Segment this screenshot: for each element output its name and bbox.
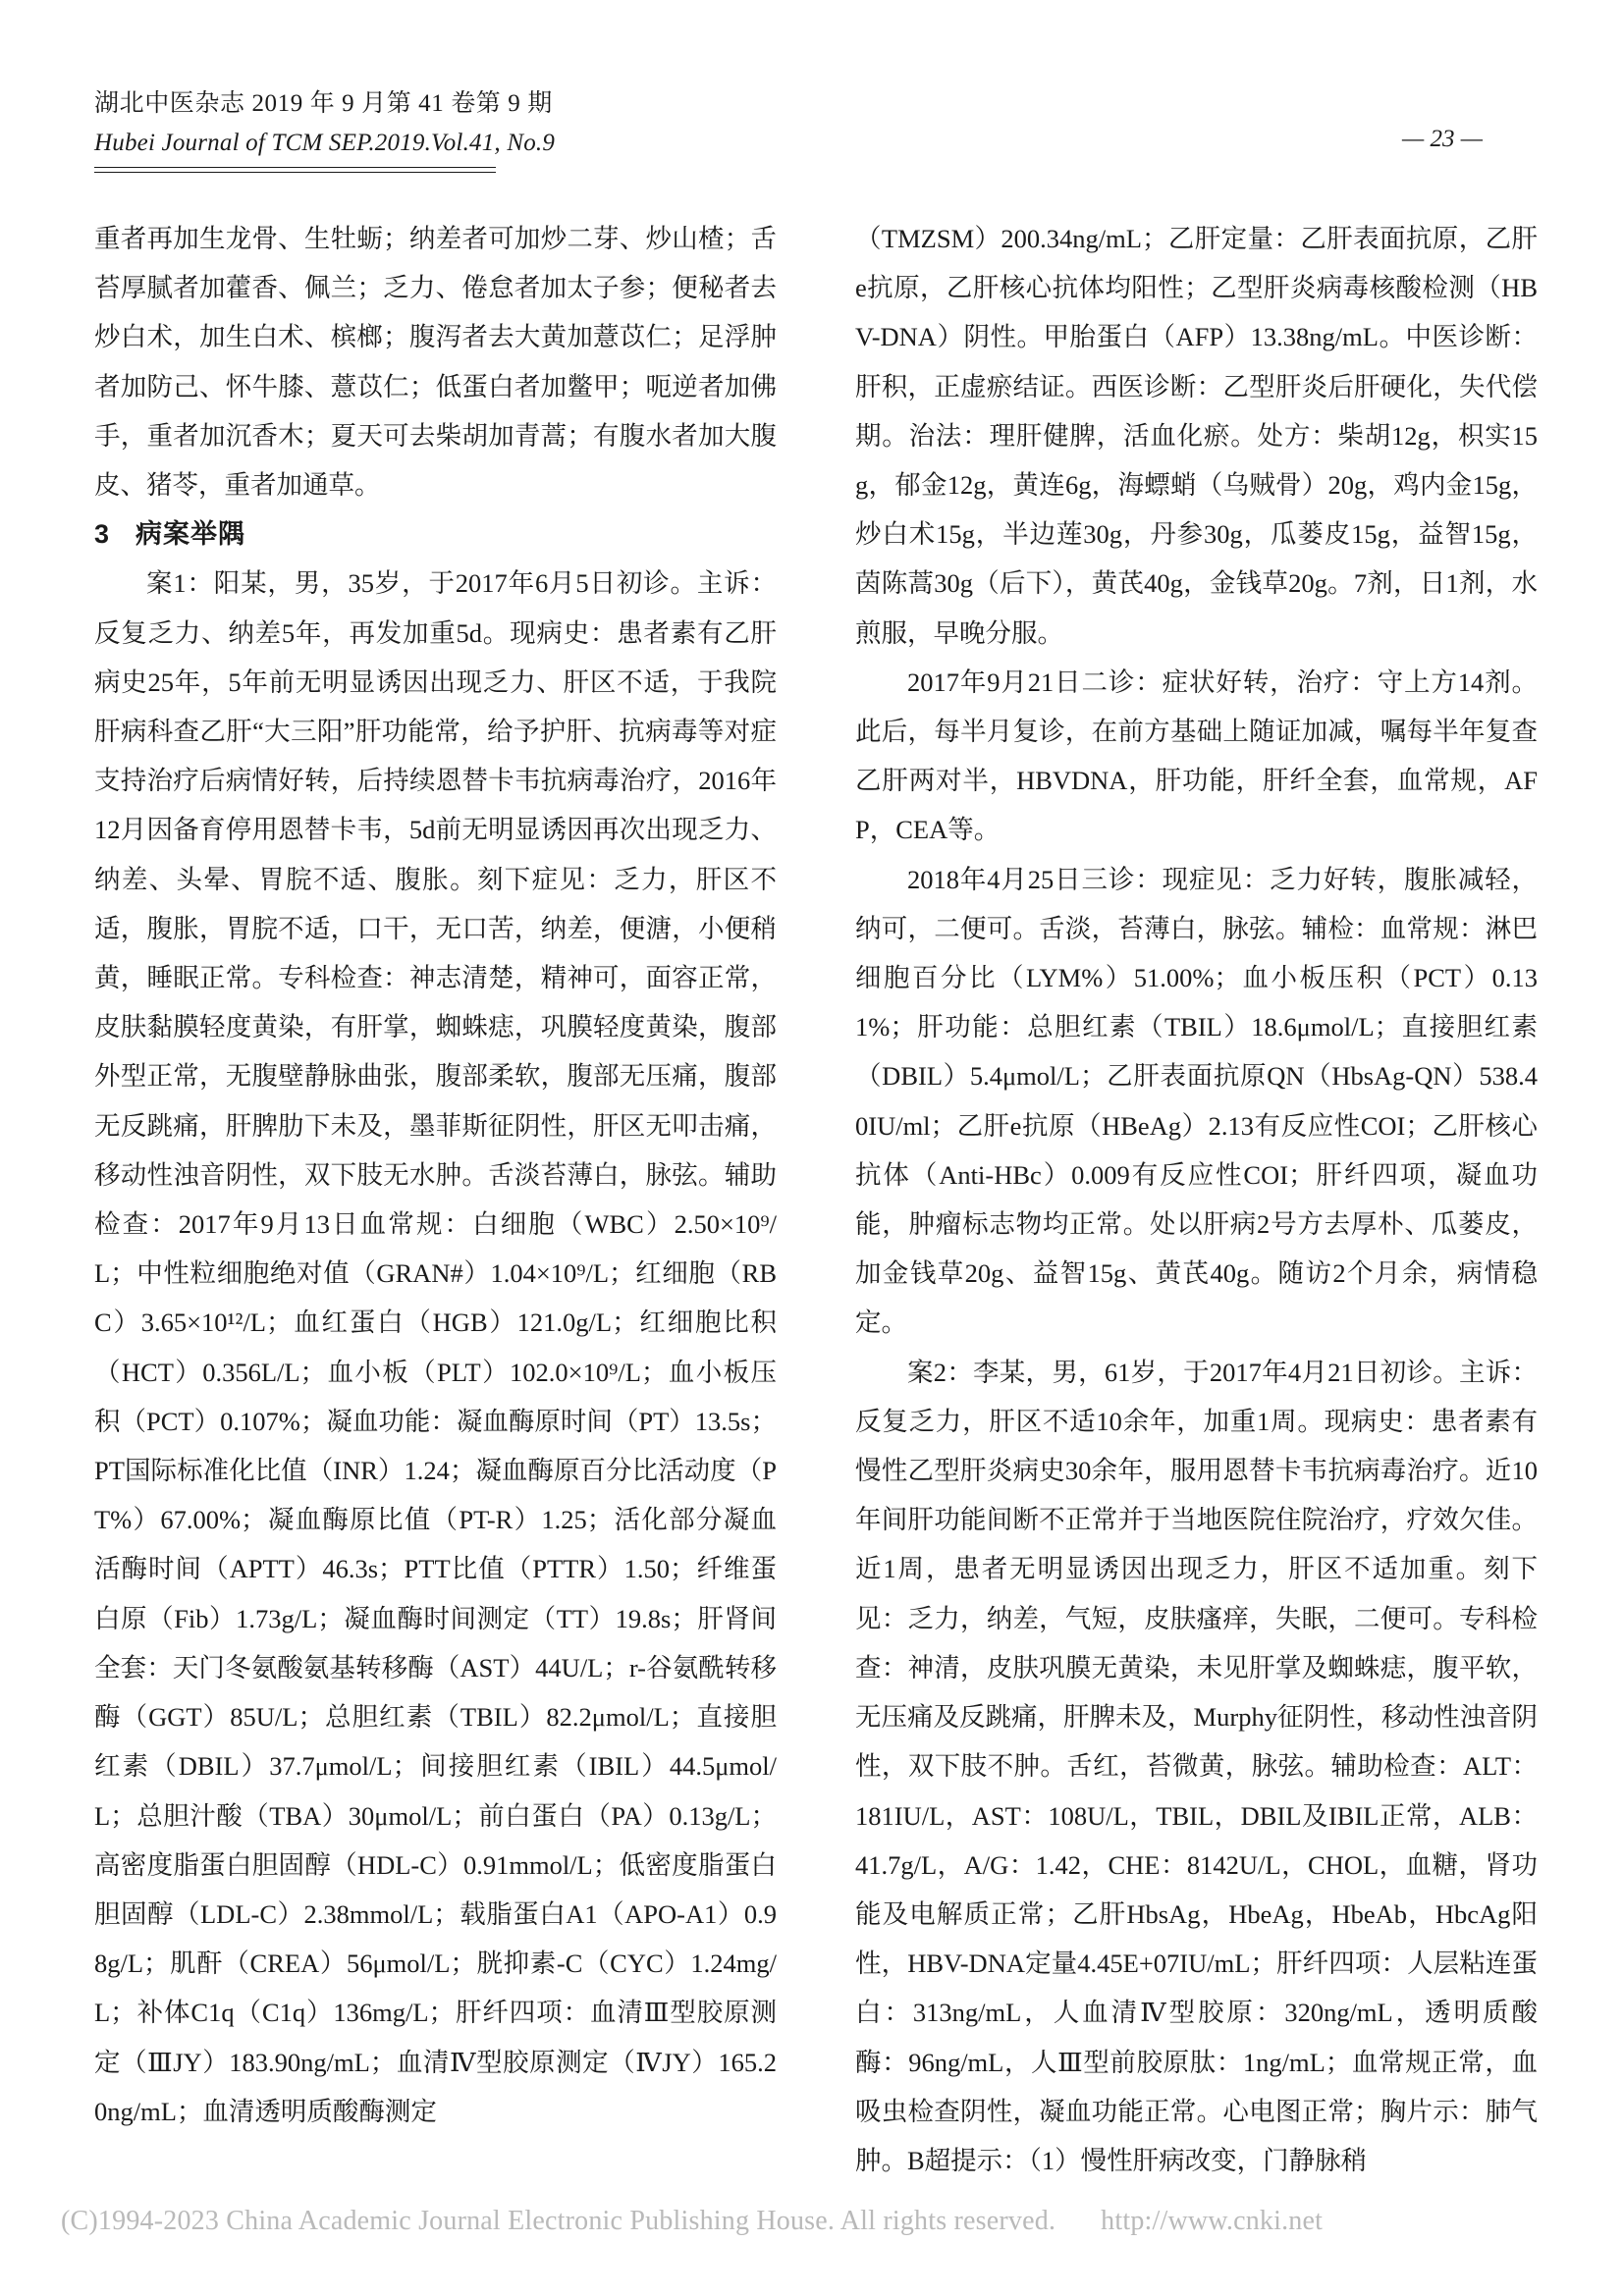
paragraph-continued-modifications: 重者再加生龙骨、生牡蛎；纳差者可加炒二芽、炒山楂；舌苔厚腻者加藿香、佩兰；乏力、倦怠者加太子参；便秘者去炒白术，加生白术、槟榔；腹泻者去大黄加薏苡仁；足浮肿者加防己、怀牛膝、薏苡仁；低蛋白者加鳖甲；呃逆者加佛手，重者加沉香木；夏天可去柴胡加青蒿；有腹水者加大腹皮、猪苓，重者加通草。 <box>94 224 777 501</box>
column-right <box>855 214 1538 2185</box>
case-2-paragraph: 案2：李某，男，61岁，于2017年4月21日初诊。主诉：反复乏力，肝区不适10余年，加重1周。现病史：患者素有慢性乙型肝炎病史30余年，服用恩替卡韦抗病毒治疗。近10年间肝功能间断不正常并于当地医院住院治疗，疗效欠佳。近1周，患者无明显诱因出现乏力，肝区不适加重。刻下见：乏力，纳差，气短，皮肤瘙痒，失眠，二便可。专科检查：神清，皮肤巩膜无黄染，未见肝掌及蜘蛛痣，腹平软，无压痛及反跳痛，肝脾未及，Murphy征阴性，移动性浊音阴性，双下肢不肿。舌红，苔微黄，脉弦。辅助检查：ALT：181IU/L，AST：108U/L，TBIL，DBIL及IBIL正常，ALB：41.7g/L，A/G：1.42，CHE：8142U/L，CHOL，血糖，肾功能及电解质正常；乙肝HbsAg，HbeAg，HbeAb，HbcAg阳性，HBV-DNA定量4.45E+07IU/mL；肝纤四项：人层粘连蛋白：313ng/mL，人血清Ⅳ型胶原：320ng/mL，透明质酸酶：96ng/mL，人Ⅲ型前胶原肽：1ng/mL；血常规正常，血吸虫检查阴性，凝血功能正常。心电图正常；胸片示：肺气肿。B超提示：（1）慢性肝病改变，门静脉稍 <box>855 1357 1538 2175</box>
page-number: — 23 — <box>1402 126 1483 152</box>
case-1-paragraph-part-2: （TMZSM）200.34ng/mL；乙肝定量：乙肝表面抗原，乙肝e抗原，乙肝核心抗体均阳性；乙型肝炎病毒核酸检测（HBV-DNA）阴性。甲胎蛋白（AFP）13.38ng/mL。中医诊断：肝积，正虚瘀结证。西医诊断：乙型肝炎后肝硬化，失代偿期。治法：理肝健脾，活血化瘀。处方：柴胡12g，枳实15g，郁金12g，黄连6g，海螵蛸（乌贼骨）20g，鸡内金15g，炒白术15g，半边莲30g，丹参30g，瓜蒌皮15g，益智15g，茵陈蒿30g（后下），黄芪40g，金钱草20g。7剂，日1剂，水煎服，早晚分服。 <box>855 224 1538 648</box>
copyright-text: (C)1994-2023 China Academic Journal Electronic Publishing House. All rights reserved. <box>61 2206 1056 2236</box>
header-rule-thin <box>94 172 496 173</box>
running-head <box>94 84 1538 169</box>
body-columns <box>94 214 1538 2175</box>
header-rule-thick <box>94 167 496 168</box>
section-heading-case-examples <box>94 509 777 559</box>
case-1-second-visit: 2017年9月21日二诊：症状好转，治疗：守上方14剂。此后，每半月复诊，在前方基础上随证加减，嘱每半年复查乙肝两对半，HBVDNA，肝功能，肝纤全套，血常规，AFP，CEA等。 <box>855 667 1538 845</box>
running-head-text <box>94 84 555 163</box>
case-1-third-visit: 2018年4月25日三诊：现症见：乏力好转，腹胀减轻，纳可，二便可。舌淡，苔薄白，脉弦。辅检：血常规：淋巴细胞百分比（LYM%）51.00%；血小板压积（PCT）0.131%；肝功能：总胆红素（TBIL）18.6μmol/L；直接胆红素（DBIL）5.4μmol/L；乙肝表面抗原QN（HbsAg-QN）538.40IU/ml；乙肝e抗原（HBeAg）2.13有反应性COI；乙肝核心抗体（Anti-HBc）0.009有反应性COI；肝纤四项，凝血功能，肿瘤标志物均正常。处以肝病2号方去厚朴、瓜蒌皮，加金钱草20g、益智15g、黄芪40g。随访2个月余，病情稳定。 <box>855 864 1538 1338</box>
section-title: 病案举隅 <box>135 519 246 550</box>
footer-copyright <box>61 2202 1563 2241</box>
case-1-paragraph-part-1: 案1：阳某，男，35岁，于2017年6月5日初诊。主诉：反复乏力、纳差5年，再发加重5d。现病史：患者素有乙肝病史25年，5年前无明显诱因出现乏力、肝区不适，于我院肝病科查乙肝“大三阳”肝功能常，给予护肝、抗病毒等对症支持治疗后病情好转，后持续恩替卡韦抗病毒治疗，2016年12月因备育停用恩替卡韦，5d前无明显诱因再次出现乏力、纳差、头晕、胃脘不适、腹胀。刻下症见：乏力，肝区不适，腹胀，胃脘不适，口干，无口苦，纳差，便溏，小便稍黄，睡眠正常。专科检查：神志清楚，精神可，面容正常，皮肤黏膜轻度黄染，有肝掌，蜘蛛痣，巩膜轻度黄染，腹部外型正常，无腹壁静脉曲张，腹部柔软，腹部无压痛，腹部无反跳痛，肝脾肋下未及，墨菲斯征阴性，肝区无叩击痛，移动性浊音阴性，双下肢无水肿。舌淡苔薄白，脉弦。辅助检查：2017年9月13日血常规：白细胞（WBC）2.50×10⁹/L；中性粒细胞绝对值（GRAN#）1.04×10⁹/L；红细胞（RBC）3.65×10¹²/L；血红蛋白（HGB）121.0g/L；红细胞比积（HCT）0.356L/L；血小板（PLT）102.0×10⁹/L；血小板压积（PCT）0.107%；凝血功能：凝血酶原时间（PT）13.5s；PT国际标准化比值（INR）1.24；凝血酶原百分比活动度（PT%）67.00%；凝血酶原比值（PT-R）1.25；活化部分凝血活酶时间（APTT）46.3s；PTT比值（PTTR）1.50；纤维蛋白原（Fib）1.73g/L；凝血酶时间测定（TT）19.8s；肝肾间全套：天门冬氨酸氨基转移酶（AST）44U/L；r-谷氨酰转移酶（GGT）85U/L；总胆红素（TBIL）82.2μmol/L；直接胆红素（DBIL）37.7μmol/L；间接胆红素（IBIL）44.5μmol/L；总胆汁酸（TBA）30μmol/L；前白蛋白（PA）0.13g/L；高密度脂蛋白胆固醇（HDL-C）0.91mmol/L；低密度脂蛋白胆固醇（LDL-C）2.38mmol/L；载脂蛋白A1（APO-A1）0.98g/L；肌酐（CREA）56μmol/L；胱抑素-C（CYC）1.24mg/L；补体C1q（C1q）136mg/L；肝纤四项：血清Ⅲ型胶原测定（ⅢJY）183.90ng/mL；血清Ⅳ型胶原测定（ⅣJY）165.20ng/mL；血清透明质酸酶测定 <box>94 568 777 2126</box>
cnki-url: http://www.cnki.net <box>1101 2206 1324 2236</box>
column-left <box>94 214 777 2136</box>
section-number: 3 <box>94 519 111 550</box>
journal-title-en: Hubei Journal of TCM SEP.2019.Vol.41, No.9 <box>94 130 556 156</box>
journal-title-cn: 湖北中医杂志 2019 年 9 月第 41 卷第 9 期 <box>94 90 553 117</box>
